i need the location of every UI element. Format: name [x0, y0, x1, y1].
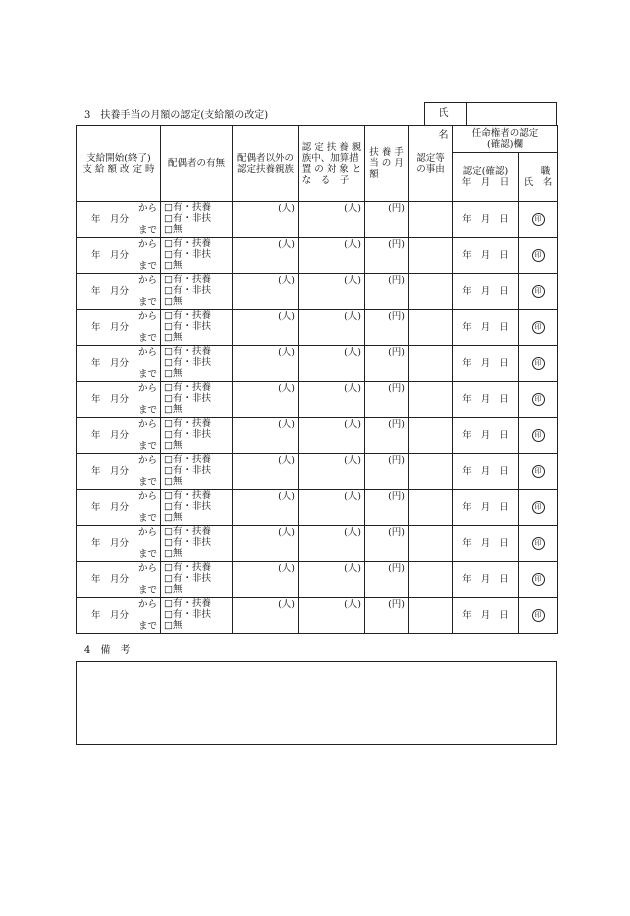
child-count-cell[interactable]: [299, 490, 365, 526]
spouse-cell: [161, 238, 233, 274]
date-label: 年 月 日: [462, 430, 509, 441]
other-dependents-cell[interactable]: [233, 382, 299, 418]
seal-icon: 印: [532, 465, 545, 478]
other-dependents-cell[interactable]: [233, 490, 299, 526]
checkbox-no-spouse[interactable]: □無: [164, 260, 183, 271]
table-row: [77, 454, 558, 490]
persons-unit: (人): [344, 527, 361, 538]
date-label: 年 月 日: [462, 502, 509, 513]
table-row: [77, 274, 558, 310]
table-row: [77, 238, 558, 274]
seal-cell[interactable]: [519, 202, 558, 238]
kara-label: から: [137, 347, 157, 358]
made-label: まで: [137, 333, 157, 344]
approval-date-cell[interactable]: [453, 562, 519, 598]
checkbox-spouse-dependent[interactable]: □有・扶養: [164, 562, 211, 573]
yen-unit: (円): [388, 275, 405, 286]
date-label: 年 月 日: [462, 394, 509, 405]
yen-unit: (円): [388, 347, 405, 358]
checkbox-no-spouse[interactable]: □無: [164, 620, 183, 631]
table-row: [77, 202, 558, 238]
period-cell[interactable]: [77, 454, 161, 490]
period-cell[interactable]: [77, 418, 161, 454]
checkbox-no-spouse[interactable]: □無: [164, 404, 183, 415]
seal-icon: 印: [532, 321, 545, 334]
reason-cell[interactable]: [409, 418, 453, 454]
spouse-cell: [161, 454, 233, 490]
persons-unit: (人): [278, 275, 295, 286]
reason-cell[interactable]: [409, 526, 453, 562]
persons-unit: (人): [344, 419, 361, 430]
remarks-title: 4 備 考: [84, 645, 131, 656]
header-official: 職 氏 名: [519, 153, 558, 202]
allowance-cell[interactable]: [365, 274, 409, 310]
checkbox-spouse-dependent[interactable]: □有・扶養: [164, 346, 211, 357]
checkbox-no-spouse[interactable]: □無: [164, 296, 183, 307]
made-label: まで: [137, 225, 157, 236]
kara-label: から: [137, 383, 157, 394]
period-cell[interactable]: [77, 238, 161, 274]
date-label: 年 月 日: [462, 250, 509, 261]
checkbox-no-spouse[interactable]: □無: [164, 512, 183, 523]
made-label: まで: [137, 549, 157, 560]
checkbox-spouse-dependent[interactable]: □有・扶養: [164, 310, 211, 321]
year-month-label: 年 月分: [91, 322, 130, 333]
year-month-label: 年 月分: [91, 286, 130, 297]
allowance-cell[interactable]: [365, 454, 409, 490]
table-row: [77, 490, 558, 526]
checkbox-no-spouse[interactable]: □無: [164, 224, 183, 235]
section-title: 3 扶養手当の月額の認定(支給額の改定): [84, 110, 269, 121]
allowance-cell[interactable]: [365, 562, 409, 598]
period-cell[interactable]: [77, 274, 161, 310]
made-label: まで: [137, 621, 157, 632]
persons-unit: (人): [278, 455, 295, 466]
date-label: 年 月 日: [462, 358, 509, 369]
period-cell[interactable]: [77, 382, 161, 418]
allowance-cell[interactable]: [365, 418, 409, 454]
persons-unit: (人): [344, 203, 361, 214]
checkbox-spouse-dependent[interactable]: □有・扶養: [164, 238, 211, 249]
period-cell[interactable]: [77, 526, 161, 562]
child-count-cell[interactable]: [299, 274, 365, 310]
checkbox-spouse-dependent[interactable]: □有・扶養: [164, 598, 211, 609]
checkbox-no-spouse[interactable]: □無: [164, 368, 183, 379]
spouse-cell: [161, 598, 233, 634]
reason-cell[interactable]: [409, 562, 453, 598]
yen-unit: (円): [388, 239, 405, 250]
checkbox-no-spouse[interactable]: □無: [164, 476, 183, 487]
allowance-cell[interactable]: [365, 490, 409, 526]
yen-unit: (円): [388, 563, 405, 574]
period-cell[interactable]: [77, 490, 161, 526]
yen-unit: (円): [388, 455, 405, 466]
child-count-cell[interactable]: [299, 202, 365, 238]
approval-date-cell[interactable]: [453, 346, 519, 382]
made-label: まで: [137, 513, 157, 524]
date-label: 年 月 日: [462, 466, 509, 477]
reason-cell[interactable]: [409, 274, 453, 310]
date-label: 年 月 日: [462, 574, 509, 585]
checkbox-no-spouse[interactable]: □無: [164, 332, 183, 343]
kara-label: から: [137, 527, 157, 538]
made-label: まで: [137, 261, 157, 272]
seal-cell[interactable]: [519, 418, 558, 454]
checkbox-spouse-dependent[interactable]: □有・扶養: [164, 454, 211, 465]
allowance-cell[interactable]: [365, 346, 409, 382]
header-spouse: 配偶者の有無: [161, 126, 233, 202]
seal-icon: 印: [532, 537, 545, 550]
child-count-cell[interactable]: [299, 382, 365, 418]
seal-icon: 印: [532, 285, 545, 298]
persons-unit: (人): [344, 599, 361, 610]
persons-unit: (人): [344, 311, 361, 322]
seal-icon: 印: [532, 609, 545, 622]
seal-icon: 印: [532, 213, 545, 226]
allowance-cell[interactable]: [365, 202, 409, 238]
approval-date-cell[interactable]: [453, 274, 519, 310]
persons-unit: (人): [344, 491, 361, 502]
kara-label: から: [137, 239, 157, 250]
date-label: 年 月 日: [462, 610, 509, 621]
seal-cell[interactable]: [519, 526, 558, 562]
kara-label: から: [137, 599, 157, 610]
allowance-cell[interactable]: [365, 382, 409, 418]
other-dependents-cell[interactable]: [233, 454, 299, 490]
reason-cell[interactable]: [409, 490, 453, 526]
year-month-label: 年 月分: [91, 574, 130, 585]
header-other-dependents: 配偶者以外の 認定扶養親族: [233, 126, 299, 202]
year-month-label: 年 月分: [91, 466, 130, 477]
table-row: [77, 526, 558, 562]
year-month-label: 年 月分: [91, 610, 130, 621]
year-month-label: 年 月分: [91, 214, 130, 225]
header-allowance: 扶 養 手 当 の 月 額: [365, 126, 409, 202]
other-dependents-cell[interactable]: [233, 346, 299, 382]
spouse-cell: [161, 346, 233, 382]
reason-cell[interactable]: [409, 454, 453, 490]
other-dependents-cell[interactable]: [233, 202, 299, 238]
other-dependents-cell[interactable]: [233, 598, 299, 634]
persons-unit: (人): [278, 491, 295, 502]
persons-unit: (人): [278, 563, 295, 574]
persons-unit: (人): [278, 239, 295, 250]
checkbox-spouse-nondependent[interactable]: □有・非扶: [164, 465, 211, 476]
made-label: まで: [137, 585, 157, 596]
allowance-cell[interactable]: [365, 526, 409, 562]
seal-cell[interactable]: [519, 274, 558, 310]
seal-icon: 印: [532, 573, 545, 586]
checkbox-spouse-dependent[interactable]: □有・扶養: [164, 490, 211, 501]
other-dependents-cell[interactable]: [233, 418, 299, 454]
table-row: [77, 346, 558, 382]
checkbox-spouse-dependent[interactable]: □有・扶養: [164, 526, 211, 537]
period-cell[interactable]: [77, 562, 161, 598]
seal-icon: 印: [532, 429, 545, 442]
checkbox-no-spouse[interactable]: □無: [164, 548, 183, 559]
spouse-cell: [161, 202, 233, 238]
made-label: まで: [137, 297, 157, 308]
seal-icon: 印: [532, 393, 545, 406]
year-month-label: 年 月分: [91, 250, 130, 261]
spouse-cell: [161, 310, 233, 346]
reason-cell[interactable]: [409, 598, 453, 634]
year-month-label: 年 月分: [91, 358, 130, 369]
seal-cell[interactable]: [519, 346, 558, 382]
spouse-cell: [161, 490, 233, 526]
seal-icon: 印: [532, 501, 545, 514]
persons-unit: (人): [278, 527, 295, 538]
spouse-cell: [161, 526, 233, 562]
table-row: [77, 562, 558, 598]
approval-date-cell[interactable]: [453, 202, 519, 238]
yen-unit: (円): [388, 383, 405, 394]
checkbox-spouse-dependent[interactable]: □有・扶養: [164, 382, 211, 393]
approval-date-cell[interactable]: [453, 310, 519, 346]
date-label: 年 月 日: [462, 214, 509, 225]
header-approval-date: 認定(確認) 年 月 日: [453, 153, 519, 202]
other-dependents-cell[interactable]: [233, 562, 299, 598]
kara-label: から: [137, 419, 157, 430]
year-month-label: 年 月分: [91, 430, 130, 441]
reason-cell[interactable]: [409, 238, 453, 274]
reason-cell[interactable]: [409, 346, 453, 382]
seal-cell[interactable]: [519, 454, 558, 490]
persons-unit: (人): [278, 311, 295, 322]
date-label: 年 月 日: [462, 538, 509, 549]
period-cell[interactable]: [77, 346, 161, 382]
checkbox-spouse-nondependent[interactable]: □有・非扶: [164, 537, 211, 548]
checkbox-spouse-nondependent[interactable]: □有・非扶: [164, 501, 211, 512]
checkbox-spouse-nondependent[interactable]: □有・非扶: [164, 573, 211, 584]
child-count-cell[interactable]: [299, 346, 365, 382]
child-count-cell[interactable]: [299, 562, 365, 598]
checkbox-spouse-nondependent[interactable]: □有・非扶: [164, 249, 211, 260]
kara-label: から: [137, 203, 157, 214]
persons-unit: (人): [278, 419, 295, 430]
table-row: [77, 382, 558, 418]
header-approver: 任命権者の認定 (確認)欄: [453, 126, 558, 153]
period-cell[interactable]: [77, 310, 161, 346]
name-label: 氏 名: [425, 103, 467, 125]
approval-date-cell[interactable]: [453, 526, 519, 562]
year-month-label: 年 月分: [91, 502, 130, 513]
approval-date-cell[interactable]: [453, 454, 519, 490]
table-row: [77, 598, 558, 634]
checkbox-spouse-nondependent[interactable]: □有・非扶: [164, 609, 211, 620]
period-cell[interactable]: [77, 202, 161, 238]
yen-unit: (円): [388, 599, 405, 610]
other-dependents-cell[interactable]: [233, 238, 299, 274]
kara-label: から: [137, 275, 157, 286]
checkbox-spouse-nondependent[interactable]: □有・非扶: [164, 393, 211, 404]
persons-unit: (人): [278, 203, 295, 214]
checkbox-spouse-dependent[interactable]: □有・扶養: [164, 418, 211, 429]
reason-cell[interactable]: [409, 310, 453, 346]
table-row: [77, 418, 558, 454]
table-row: [77, 310, 558, 346]
year-month-label: 年 月分: [91, 538, 130, 549]
made-label: まで: [137, 441, 157, 452]
child-count-cell[interactable]: [299, 598, 365, 634]
approval-date-cell[interactable]: [453, 382, 519, 418]
seal-icon: 印: [532, 357, 545, 370]
spouse-cell: [161, 274, 233, 310]
other-dependents-cell[interactable]: [233, 526, 299, 562]
kara-label: から: [137, 491, 157, 502]
persons-unit: (人): [278, 383, 295, 394]
child-count-cell[interactable]: [299, 310, 365, 346]
child-count-cell[interactable]: [299, 418, 365, 454]
approval-date-cell[interactable]: [453, 598, 519, 634]
approval-date-cell[interactable]: [453, 238, 519, 274]
seal-cell[interactable]: [519, 382, 558, 418]
remarks-field[interactable]: [76, 661, 557, 745]
checkbox-spouse-dependent[interactable]: □有・扶養: [164, 202, 211, 213]
seal-cell[interactable]: [519, 490, 558, 526]
yen-unit: (円): [388, 203, 405, 214]
checkbox-spouse-nondependent[interactable]: □有・非扶: [164, 429, 211, 440]
child-count-cell[interactable]: [299, 454, 365, 490]
persons-unit: (人): [344, 275, 361, 286]
seal-icon: 印: [532, 249, 545, 262]
child-count-cell[interactable]: [299, 526, 365, 562]
reason-cell[interactable]: [409, 202, 453, 238]
allowance-cell[interactable]: [365, 238, 409, 274]
approval-date-cell[interactable]: [453, 418, 519, 454]
kara-label: から: [137, 455, 157, 466]
allowance-cell[interactable]: [365, 310, 409, 346]
checkbox-no-spouse[interactable]: □無: [164, 584, 183, 595]
year-month-label: 年 月分: [91, 394, 130, 405]
persons-unit: (人): [344, 383, 361, 394]
allowance-table: [76, 125, 558, 634]
seal-cell[interactable]: [519, 562, 558, 598]
checkbox-no-spouse[interactable]: □無: [164, 440, 183, 451]
persons-unit: (人): [344, 455, 361, 466]
seal-cell[interactable]: [519, 598, 558, 634]
made-label: まで: [137, 405, 157, 416]
checkbox-spouse-nondependent[interactable]: □有・非扶: [164, 285, 211, 296]
reason-cell[interactable]: [409, 382, 453, 418]
spouse-cell: [161, 418, 233, 454]
kara-label: から: [137, 311, 157, 322]
checkbox-spouse-nondependent[interactable]: □有・非扶: [164, 213, 211, 224]
other-dependents-cell[interactable]: [233, 274, 299, 310]
header-period: 支給開始(終了) 支 給 額 改 定 時: [77, 126, 161, 202]
checkbox-spouse-nondependent[interactable]: □有・非扶: [164, 321, 211, 332]
seal-cell[interactable]: [519, 310, 558, 346]
persons-unit: (人): [344, 347, 361, 358]
yen-unit: (円): [388, 311, 405, 322]
approval-date-cell[interactable]: [453, 490, 519, 526]
yen-unit: (円): [388, 527, 405, 538]
persons-unit: (人): [278, 599, 295, 610]
other-dependents-cell[interactable]: [233, 310, 299, 346]
period-cell[interactable]: [77, 598, 161, 634]
persons-unit: (人): [344, 239, 361, 250]
seal-cell[interactable]: [519, 238, 558, 274]
date-label: 年 月 日: [462, 322, 509, 333]
checkbox-spouse-dependent[interactable]: □有・扶養: [164, 274, 211, 285]
date-label: 年 月 日: [462, 286, 509, 297]
child-count-cell[interactable]: [299, 238, 365, 274]
made-label: まで: [137, 369, 157, 380]
spouse-cell: [161, 562, 233, 598]
kara-label: から: [137, 563, 157, 574]
header-reason: 認定等 の事由: [409, 126, 453, 202]
yen-unit: (円): [388, 491, 405, 502]
spouse-cell: [161, 382, 233, 418]
made-label: まで: [137, 477, 157, 488]
persons-unit: (人): [344, 563, 361, 574]
persons-unit: (人): [278, 347, 295, 358]
header-child-count: 認 定 扶 養 親 族中、加算措 置 の 対 象 と な る 子: [299, 126, 365, 202]
allowance-cell[interactable]: [365, 598, 409, 634]
yen-unit: (円): [388, 419, 405, 430]
checkbox-spouse-nondependent[interactable]: □有・非扶: [164, 357, 211, 368]
